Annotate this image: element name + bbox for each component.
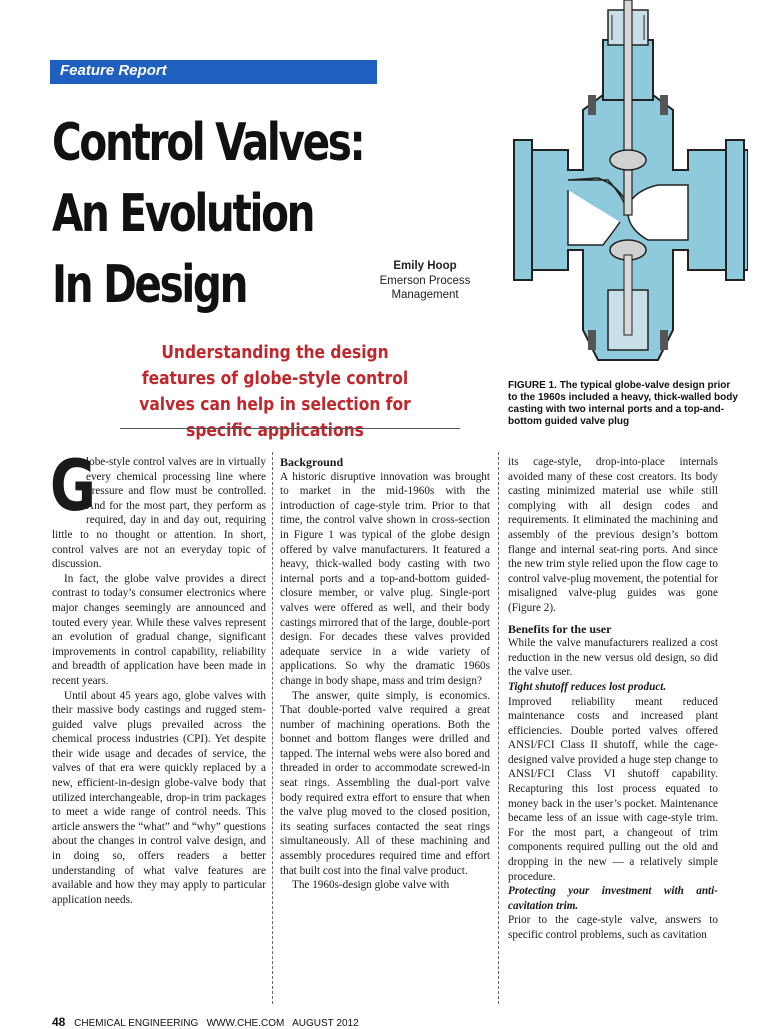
col2-heading: Background: [280, 455, 344, 469]
col3-heading: Benefits for the user: [508, 621, 612, 636]
author-org-2: Management: [391, 289, 459, 301]
author-byline: [352, 259, 498, 303]
column-divider-1: [272, 452, 273, 1004]
col2-paragraph-1: A historic disruptive innovation was brought to market in the mid-1960s with the introduction of cage-style trim. Prior to that time, the control valve shown in cross-section in Figure 1 was typical of the globe design offered by valve manufacturers. It featured a heavy, thick-walled body casting with two internal ports and a top-and-bottom guided-closure member, or valve plug. Single-port valves were offered as well, and their body castings mirrored that of the large, double-port design. For decades these valves provided adequate service in a wide variety of applications. So why the dramatic 1960s change in body shape, mass and trim design?: [280, 470, 490, 687]
col3-paragraph-3: Improved reliability meant reduced maintenance costs and increased plant efficiencies. Double ported valves offered ANSI/FCI Class II shutoff, while the cage-designed valve provided a huge step change to ANSI/FCI Class VI shutoff capability. Recapturing this lost process equated to money back in the user’s pocket. Maintenance became less of an issue with cage-style trim. For the most part, a changeout of trim components required pulling out the old and dropping in the new — a relatively simple procedure.: [508, 695, 718, 883]
body-column-1: [50, 445, 266, 907]
col1-paragraph-3: Until about 45 years ago, globe valves with their massive body castings and rugged stem-guided valve plugs prevailed across the chemical process industries (CPI). Yet despite their wide usage and decades of service, the valves of that era were quickly replaced by a new, efficient-in-design globe-valve body that utilized interchangeable, drop-in trim packages to meet a wide range of control needs. This article answers the “what” and “why” questions about the changes in control valve design, and in doing so, offers readers a better understanding of what valve features are available and how they may apply to particular application needs.: [52, 689, 266, 906]
page-number: 48: [52, 1015, 66, 1029]
valve-cross-section-figure: [508, 0, 748, 374]
drop-cap: G: [50, 445, 96, 527]
article-title-line-3: In Design: [52, 255, 247, 315]
figure-label: FIGURE 1.: [508, 380, 557, 391]
col3-subhead-2: Protecting your investment with anti-cavitation trim.: [508, 885, 718, 912]
deck-divider: [120, 428, 460, 429]
col3-paragraph-2: While the valve manufacturers realized a cost reduction in the new versus old design, so did the valve user.: [508, 637, 718, 679]
footer-publication: CHEMICAL ENGINEERING WWW.CHE.COM AUGUST 2012: [74, 1018, 359, 1029]
author-org-1: Emerson Process: [379, 274, 471, 287]
body-column-3: [508, 455, 718, 943]
article-title-line-1: Control Valves:: [52, 113, 364, 173]
figure-caption: [508, 380, 740, 428]
column-divider-2: [498, 452, 499, 1004]
figure-caption-text: The typical globe-valve design prior to the 1960s included a heavy, thick-walled body casting with two internal ports and a top-and-bottom guided valve plug: [508, 380, 738, 427]
author-name: Emily Hoop: [393, 260, 457, 272]
page-footer: [52, 1015, 359, 1029]
article-title-line-2: An Evolution: [52, 184, 314, 244]
col1-paragraph-2: In fact, the globe valve provides a direct contrast to today’s consumer electronics where major changes seemingly are announced and touted every year. While these valves represent an evolution of gradual change, significant improvements in control capability, reliability and breadth of application have been made in recent years.: [52, 572, 266, 687]
col3-paragraph-4: Prior to the cage-style valve, answers to specific control problems, such as cavitation: [508, 914, 718, 941]
col1-paragraph-1: lobe-style control valves are in virtually every chemical processing line where pressure and flow must be controlled. And for the most part, they perform as required, day in and day out, requiring little to no thought or attention. In short, control valves are not an everyday topic of discussion.: [52, 456, 266, 571]
feature-report-banner: [50, 60, 377, 84]
article-deck: Understanding the design features of globe-style control valves can help in selection for specific applications: [139, 342, 411, 441]
body-column-2: [280, 455, 490, 893]
col2-paragraph-3: The 1960s-design globe valve with: [292, 879, 450, 892]
col3-paragraph-1: its cage-style, drop-into-place internals avoided many of these cost creators. Its body casting minimized material use while still complying with all design codes and requirements. It eliminated the machining and assembly of the previous design’s bottom flange and internal seat-ring ports. And since the new trim style relied upon the flow cage to control valve-plug movement, the potential for misaligned valve-plug guides was gone (Figure 2).: [508, 456, 718, 614]
banner-label: Feature Report: [60, 62, 167, 79]
col3-subhead-1: Tight shutoff reduces lost product.: [508, 680, 667, 693]
col2-paragraph-2: The answer, quite simply, is economics. That double-ported valve required a great number of machining operations. Both the bonnet and bottom flanges were drilled and tapped. The internal webs were also bored and threaded in order to accommodate screwed-in seat rings. Assembling the dual-port valve body required extra effort to ensure that when the valve plug moved to the closed position, its seating surfaces contacted the seat rings simultaneously. All of these machining and assembly procedures required time and effort that built cost into the final valve product.: [280, 689, 490, 877]
